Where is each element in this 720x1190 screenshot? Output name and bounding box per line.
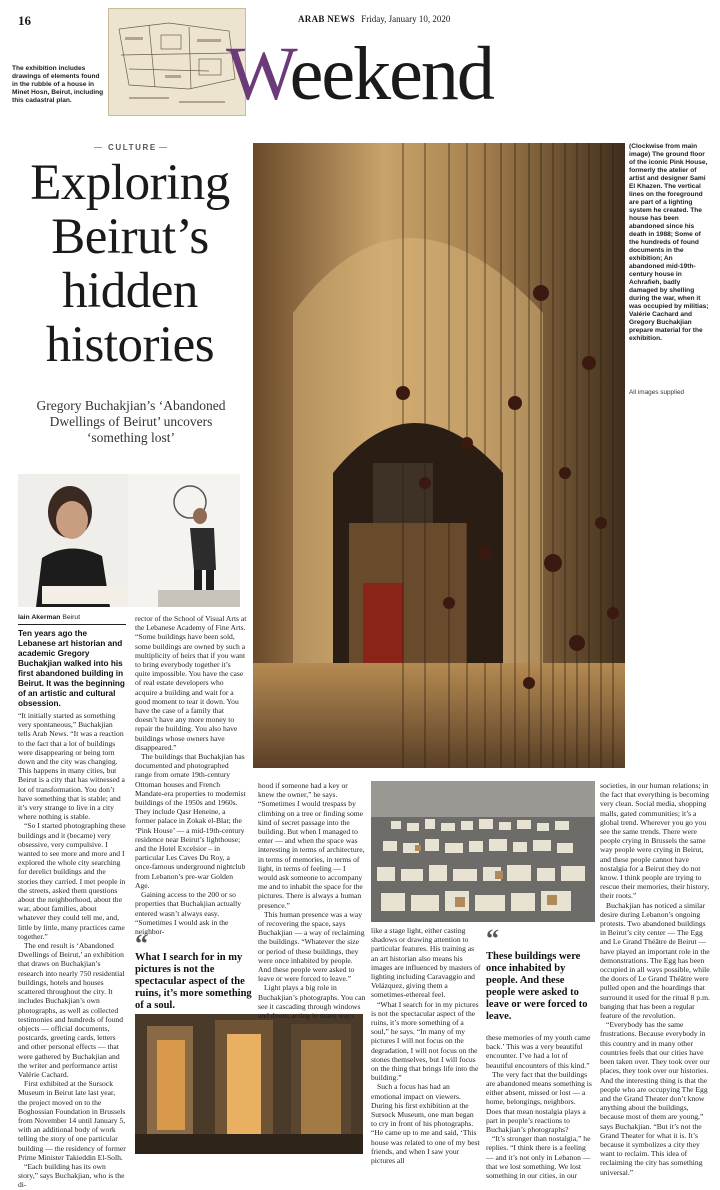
paragraph: “So I started photographing these buildings and it (became) very obsessive, very compulsive. I wanted to see more and more and I explored the whole city searching for derelict buildings and the stories they carried. I met people in the streets, asked them questions about the neighborhood, about the war, about families, about whatever they could tell me, and, little by little, many practices came together.” — [18, 821, 126, 941]
paragraph: Buchakjian has noticed a similar desire during Lebanon’s ongoing protests. Two abandoned buildings in Beirut’s city center — The Egg and Le Grand Théâtre de Beirut — have played an important role in the demonstrations. The Egg has been occupied in all ways possible, while the doors of Le Grand Théâtre were pulled open and the hoardings that surround it used for the ritual 8 p.m. banging that has been a regular feature of the revolution. — [600, 900, 710, 1021]
paragraph: “Each building has its own story,” says Buchakjian, who is the di- — [18, 1161, 125, 1190]
kicker-rule-left — [94, 147, 102, 148]
paragraph: This human presence was a way of recovering the space, says Buchakjian — a way of reclaiming the buildings. “Whatever the size or period of these buildings, they were once inhabited by people. And these people were asked to leave or were forced to leave.” — [258, 909, 365, 984]
documents-photo — [371, 781, 595, 922]
body-column-6 — [600, 781, 710, 1177]
cadastral-caption: The exhibition includes drawings of elements found in the rubble of a house in Minet Hosn, Beirut, including this cadastral plan. — [12, 65, 104, 104]
paper-dateline — [298, 14, 450, 24]
documents-photo-illustration — [371, 781, 595, 922]
body-column-2 — [135, 614, 247, 936]
body-column-5 — [486, 1033, 592, 1180]
headline-line-3: hidden — [62, 263, 198, 319]
paragraph: “It’s stronger than nostalgia,” he replies. “I think there is a feeling — and it’s not only in Lebanon — that we lost something. We lost something in our cities, in our — [486, 1134, 591, 1181]
pull-quote-mark-2: “ — [486, 924, 496, 953]
byline — [18, 614, 80, 621]
headline-line-2: Beirut’s — [51, 209, 209, 265]
paper-name: ARAB NEWS — [298, 14, 355, 24]
ruined-house-photo — [135, 1014, 363, 1154]
paragraph: hood if someone had a key or knew the owner,” he says. “Sometimes I would trespass by climbing on a tree or finding some kind of secret passage into the building. But when I managed to enter — and when the space was interesting in terms of architecture, in terms of memories, in terms of light, in terms of feeling — I would ask someone to accompany me and to inhabit the space for the pictures. There is always a human presence.” — [258, 781, 365, 910]
paragraph: First exhibited at the Sursock Museum in Beirut late last year, the project moved on to the Boghossian Foundation in Brussels from November 14 until January 5, with an additional body of work telling the story of one particular building — the residency of former Prime Minister Takieddin El-Solh. — [18, 1079, 126, 1162]
ruined-house-illustration — [135, 1014, 363, 1154]
headline-line-1: Exploring — [30, 155, 230, 211]
paragraph: “What I search for in my pictures is not the spectacular aspect of the ruins, it’s more something of a soul,” he says. “In many of my pictures I will not focus on the degradation, I will not focus on the stones themselves, but I will focus on the thing that brings life into the building.” — [371, 999, 479, 1083]
section-title: Weekend — [226, 32, 493, 116]
paragraph: “Everybody has the same frustrations. Because everybody in this country and in many other countries feels that our cities have been taken over. They took over our places, they took over our histories. And the interesting thing is that the people who are occupying The Egg and the Grand Theater don’t know anything about the buildings, because most of them are young,” says Buchakjian. “But it’s not the Grand Theater for what it is. It’s because it symbolizes a city they want to reclaim. This idea of reclaiming the city has something universal.” — [600, 1020, 710, 1177]
body-column-4 — [371, 926, 481, 1165]
pull-quote-2: These buildings were once inhabited by people. And these people were asked to leave or were forced to leave. — [486, 951, 588, 1022]
portrait-photo — [18, 474, 240, 607]
page-number: 16 — [18, 13, 31, 28]
paragraph: Gaining access to the 200 or so properties that Buchakjian actually entered wasn’t always easy. “Sometimes I would ask in the neighbor- — [135, 890, 242, 936]
images-credit: All images supplied — [629, 389, 685, 396]
paragraph: societies, in our human relations; in the fact that everything is becoming very clean. Social media, shopping malls, gated communities; it’s a global trend. Wherever you go you see the same trends. There were people crying in Brussels the same way people were crying in Beirut, and these people cannot have nostalgia for a Beirut they do not know. I think people are trying to rescue their memories, their history, their roots.” — [600, 781, 710, 901]
paragraph: Light plays a big role in Buchakjian’s photographs. You can see it cascading through windows and doors, acting in many ways — [258, 983, 366, 1021]
main-photo-pink-house — [253, 143, 625, 768]
kicker-rule-right — [159, 147, 167, 148]
lede: Ten years ago the Lebanese art historian and academic Gregory Buchakjian walked into his first abandoned building in Beirut. It was the beginning of an artistic and cultural obsession. — [18, 629, 125, 708]
paragraph: “It initially started as something very spontaneous,” Buchakjian tells Arab News. “It was a reaction to the fact that a lot of buildings were disappearing or being torn down and the city was changing. This happens in many cities, but Beirut is a city that has witnessed a lot of transformation. You don’t have something that is stable; and it’s very strange to live in a city where nothing is stable. — [18, 711, 125, 822]
byline-rule — [18, 624, 126, 625]
paragraph: The very fact that the buildings are abandoned means something is either absent, missed or lost — a home, belongings, neighbors. Does that mean nostalgia plays a part in people’s reactions to Buchakjian’s photographs? — [486, 1069, 592, 1135]
issue-date: Friday, January 10, 2020 — [361, 14, 451, 24]
byline-name: Iain Akerman — [18, 614, 61, 621]
pull-quote-mark-1: “ — [135, 929, 145, 958]
main-photo-illustration — [253, 143, 625, 768]
paragraph: rector of the School of Visual Arts at the Lebanese Academy of Fine Arts. “Some buildings have been sold, some buildings are owned by such a multiplicity of heirs that if you want to bring everybody together it’s quite impossible. You have the case of real estate developers who acquire a building and wait for a good moment to tear it down. You have the case of a family that doesn’t have any more money to repair the building. You also have buildings whose owners have disappeared.” — [135, 614, 247, 752]
paragraph: The end result is ‘Abandoned Dwellings of Beirut,’ an exhibition that draws on Buchakjian’s research into nearly 750 residential buildings, hotels and houses scattered throughout the city. It includes Buchakjian’s own photographs, as well as collected testimonies and hundreds of found objects — official documents, postcards, greeting cards, letters and other personal effects — that were gathered by Buchakjian and the writer and performance artist Valérie Cachard. — [18, 941, 125, 1079]
section-kicker: CULTURE — [108, 143, 157, 152]
body-column-1 — [18, 711, 126, 1190]
deck: Gregory Buchakjian’s ‘Abandoned Dwellings of Beirut’ uncovers ‘something lost’ — [36, 398, 226, 445]
pull-quote-1: What I search for in my pictures is not the spectacular aspect of the ruins, it’s more something of a soul. — [135, 952, 252, 1011]
byline-city: Beirut — [62, 614, 81, 621]
body-column-3 — [258, 781, 366, 1020]
main-caption: (Clockwise from main image) The ground floor of the iconic Pink House, formerly the atelier of artist and designer Sami El Khazen. The vertical lines on the foreground are part of a lighting system he created. The house has been abandoned since his death in 1988; Some of the hundreds of found documents in the exhibition; An abandoned mid-19th-century house in Achrafieh, badly damaged by shelling during the war, when it was occupied by militias; Valérie Cachard and Gregory Buchakjian prepare material for the exhibition. — [629, 143, 709, 342]
paragraph: The buildings that Buchakjian has documented and photographed range from ornate 19th-century Ottoman houses and French Mandate-era properties to modernist buildings of the 1950s and 1960s. They include Qasr Heneine, a former palace in Zokak el-Blat; the ‘Pink House’ — a mid-19th-century residence near Beirut’s lighthouse; and the Hotel Excelsior – in particular Les Caves Du Roy, a once-famous underground nightclub from Lebanon’s pre-war Golden Age. — [135, 752, 246, 890]
headline — [14, 156, 246, 372]
paragraph: these memories of my youth came back.’ This was a very beautiful encounter. I’ve had a lot of beautiful encounters of this kind.” — [486, 1033, 591, 1070]
paragraph: like a stage light, either casting shadows or drawing attention to particular features. His training as an art historian also means his images are influenced by masters of lighting including Caravaggio and Velázquez, giving them a sometimes-ethereal feel. — [371, 926, 481, 1000]
headline-line-4: histories — [45, 317, 215, 373]
portrait-photo-illustration — [18, 474, 240, 607]
paragraph: Such a focus has had an emotional impact on viewers. During his first exhibition at the Sursock Museum, one man began to cry in front of his photographs. “He came up to me and said, ‘This house was related to one of my best friends, and when I saw your pictures all — [371, 1082, 480, 1166]
cadastral-plan-drawing — [109, 9, 245, 115]
